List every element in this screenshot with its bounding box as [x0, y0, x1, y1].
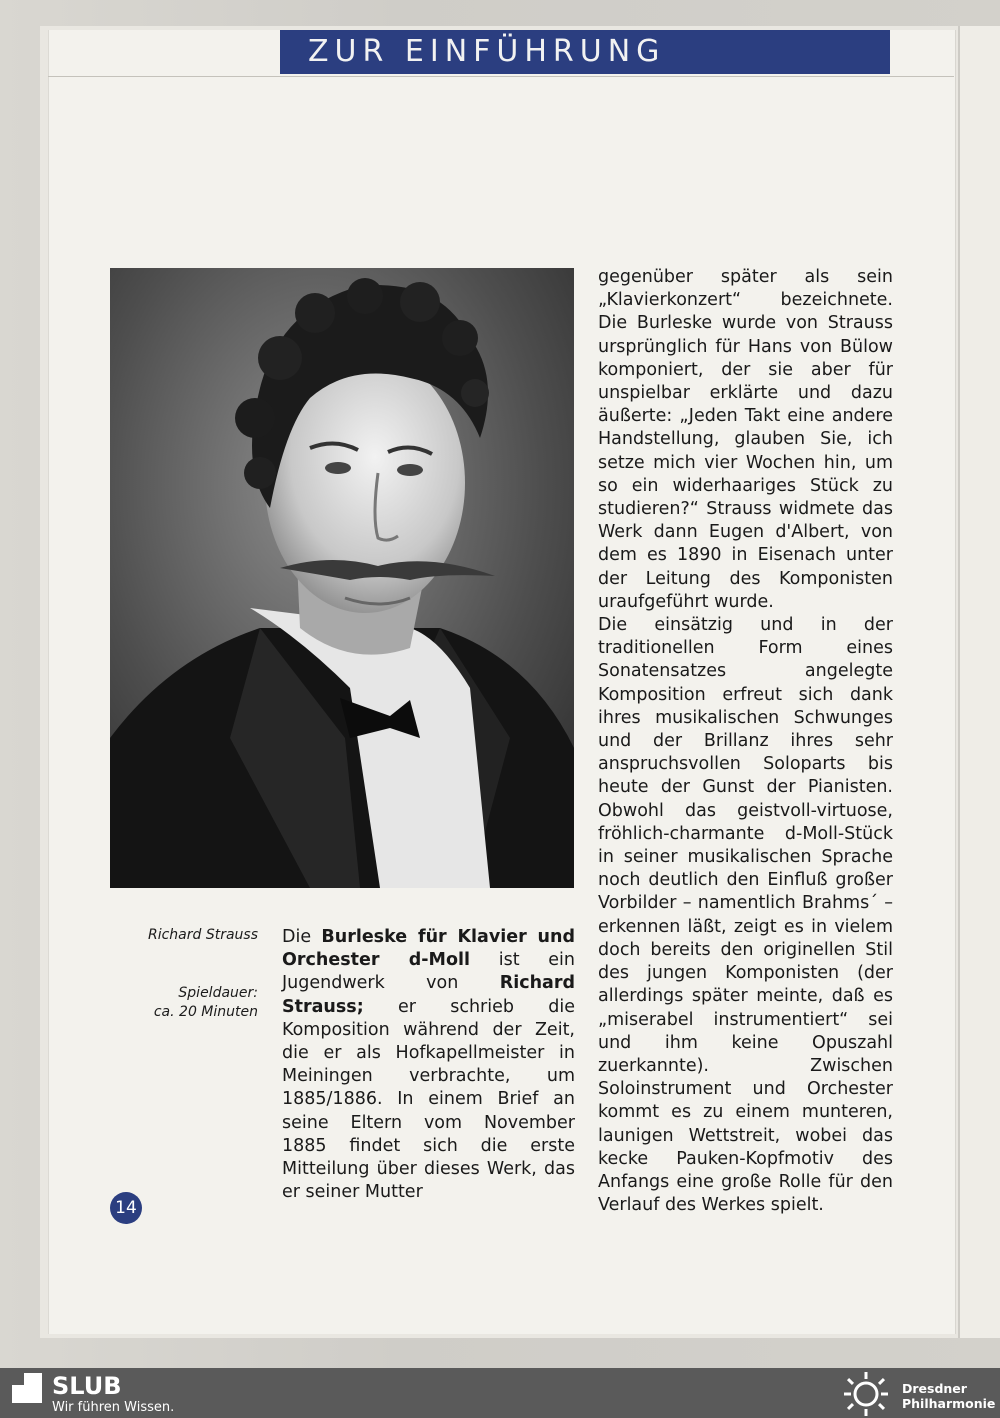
slub-title: SLUB — [52, 1372, 122, 1400]
portrait-image — [110, 268, 574, 888]
philharmonie-logo-icon — [840, 1372, 892, 1416]
philharmonie-line2: Philharmonie — [902, 1396, 996, 1411]
photo-caption: Richard Strauss — [147, 927, 258, 943]
header-rule — [48, 76, 954, 77]
article-column-right — [598, 266, 893, 1217]
continuation-paragraph: gegenüber später als sein „Klavierkonzert“ bezeichnete. Die Burleske wurde von Strauss ursprünglich für Hans von Bülow komponiert, der sie aber für unspielbar erklärte und dazu äußerte: „Jeden Takt eine andere Handstellung, glauben Sie, ich setze mich vier Wochen hin, um so ein widerhaariges Stück zu studieren?“ Strauss widmete das Werk dann Eugen d'Albert, von dem es 1890 in Eisenach unter der Leitung des Komponisten uraufgeführt wurde. — [598, 267, 893, 612]
philharmonie-line1: Dresdner — [902, 1381, 967, 1396]
intro-paragraph — [282, 926, 575, 1204]
intro-text-pre: Die — [282, 927, 322, 947]
portrait-photo — [110, 268, 574, 888]
duration-label: Spieldauer: — [178, 985, 258, 1001]
duration-value: ca. 20 Minuten — [153, 1004, 258, 1020]
composer-name: Richard Strauss; — [282, 973, 575, 1017]
work-title: Burleske für Klavier und Orchester d-Moll — [282, 927, 575, 971]
duration-caption — [110, 984, 258, 1022]
intro-text-mid: ist ein Jugendwerk von — [282, 950, 576, 994]
second-paragraph: Die einsätzig und in der traditionellen Form eines Sonatensatzes angelegte Komposition erfreut sich dank ihres musikalischen Schwunges und der Brillanz ihres sehr anspruchsvollen Soloparts bis heute der Gunst der Pianisten. Obwohl das geistvoll-virtuose, fröhlich-charmante d-Moll-Stück in seiner musikalischen Sprache noch deutlich den Einfluß großer Vorbilder – namentlich Brahms´ – erkennen läßt, zeigt es in vielem doch bereits den originellen Stil des jungen Komponisten (der allerdings später meinte, daß es „miserabel instrumentiert“ sei und ihm keine Opuszahl zuerkannte). Zwischen Soloinstrument und Orchester kommt es zu einem munteren, launigen Wettstreit, wobei das kecke Pauken-Kopfmotiv des Anfangs eine große Rolle für den Verlauf des Werkes spielt. — [598, 615, 893, 1216]
section-header: ZUR EINFÜHRUNG — [280, 30, 890, 74]
philharmonie-name — [902, 1381, 995, 1411]
intro-text-post: er schrieb die Komposition während der Zeit, die er als Hofkapellmeister in Meiningen verbrachte, um 1885/1886. In einem Brief an seine Eltern vom November 1885 findet sich die erste Mitteilung über dieses Werk, das er seiner Mutter — [282, 996, 575, 1203]
page-number: 14 — [110, 1192, 142, 1224]
next-page-edge — [958, 26, 1000, 1338]
slub-subtitle: Wir führen Wissen. — [52, 1400, 175, 1415]
slub-logo-icon — [12, 1373, 42, 1403]
article-column-left — [282, 926, 575, 1204]
